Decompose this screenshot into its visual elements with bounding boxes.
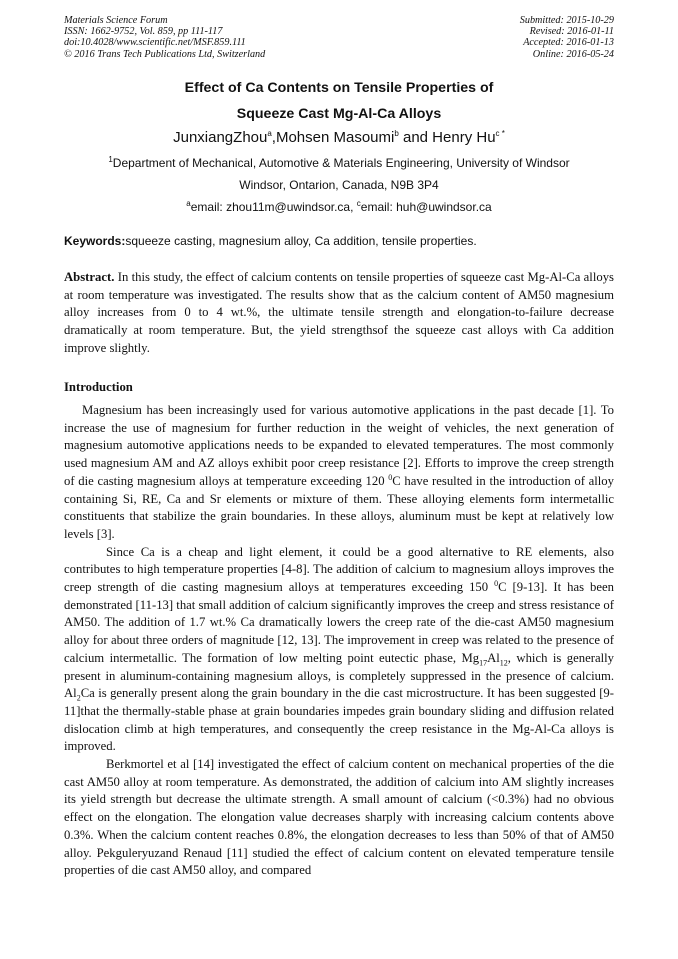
author-hu: and Henry Hu [402, 129, 496, 146]
affiliation-line1 [0, 156, 678, 170]
email-line [0, 200, 678, 214]
affiliation-text: Department of Mechanical, Automotive & Materials Engineering, University of Windsor [112, 156, 570, 170]
section-heading-introduction: Introduction [64, 380, 133, 394]
intro-paragraph-2: Since Ca is a cheap and light element, it could be a good alternative to RE elements, also contributes to high temperature properties [4-8]. The addition of calcium to magnesium alloys improves the creep strength of die casting magnesium alloys at temperatures exceeding 150 $^0$C [9-13]. It has been demonstrated [11-13] that small addition of calcium significantly improves the creep and stress resistance of AM50. The addition of 1.7 wt.% Ca dramatically lowers the creep rate of the die-cast AM50 magnesium alloy for about three orders of magnitude [12, 13]. The improvement in creep was related to the presence of calcium intermetallic. The formation of low melting point eutectic phase, $Mg_{17}Al_{12}$, which is generally present in aluminum-containing magnesium alloys, is completely suppressed in the presence of calcium. $Al_2Ca$ is generally present along the grain boundary in the die cast microstructure. It has been suggested [9-11]that the thermally-stable phase at grain boundaries impedes grain boundary sliding and diffusion related dislocation climb at high temperatures, and consequently the creep resistance in the Mg-Al-Ca alloys is improved. [64, 544, 615, 754]
publication-dates [520, 15, 614, 60]
journal-copyright: © 2016 Trans Tech Publications Ltd, Switzerland [64, 48, 266, 60]
abstract-text: In this study, the effect of calcium contents on tensile properties of squeeze cast Mg-Al-Ca alloys at room temperature was investigated. The results show that as the calcium content of AM50 magnesium alloy increases from 0 to 4 wt.%, the ultimate tensile strength and elongation-to-failure decrease dramatically at room temperature. But, the yield strengthsof the squeeze cast alloys with Ca addition improve slightly. [64, 270, 614, 355]
date-submitted: Submitted: 2015-10-29 [519, 15, 614, 26]
email-a: email: zhou11m@uwindsor.ca, [190, 200, 357, 214]
journal-doi: doi:10.4028/www.scientific.net/MSF.859.111 [64, 37, 246, 49]
paper-title-line1: Effect of Ca Contents on Tensile Properties of [184, 80, 494, 96]
author-masoumi: ,Mohsen Masoumi [271, 129, 395, 146]
abstract [64, 269, 614, 358]
email-c: email: huh@uwindsor.ca [360, 200, 492, 214]
date-accepted: Accepted: 2016-01-13 [523, 37, 614, 49]
author-list [0, 129, 678, 146]
email-a-sup: a [186, 199, 191, 208]
journal-info [64, 15, 265, 60]
author-hu-sup: c * [495, 129, 505, 138]
date-online: Online: 2016-05-24 [532, 48, 614, 60]
paper-title-line2: Squeeze Cast Mg-Al-Ca Alloys [236, 106, 442, 122]
intro-paragraph-1: Magnesium has been increasingly used for various automotive applications in the past decade [1]. To increase the use of magnesium for further reduction in the weight of vehicles, the next generation of magnesium automotive applications needs to be expanded to elevated temperatures. The most commonly used magnesium AM and AZ alloys exhibit poor creep resistance [2]. Efforts to improve the creep strength of die casting magnesium alloys at temperature exceeding 120 $^0$C have resulted in the introduction of alloy containing Si, RE, Ca and Sr elements or mixture of them. These alloying elements form intermetallic constituents that stabilize the grain boundaries. In these alloys, aluminum must be kept at relatively low levels [3]. [64, 403, 614, 541]
affiliation-line2: Windsor, Ontarion, Canada, N9B 3P4 [239, 178, 439, 192]
introduction-body [64, 402, 614, 880]
author-masoumi-sup: b [394, 129, 399, 138]
author-zhou: JunxiangZhou [173, 129, 268, 146]
keywords-text: squeeze casting, magnesium alloy, Ca addition, tensile properties. [125, 234, 477, 248]
abstract-label: Abstract. [64, 270, 115, 284]
intro-paragraph-3: Berkmortel et al [14] investigated the effect of calcium content on mechanical properties of the die cast AM50 alloy at room temperature. As demonstrated, the addition of calcium into AM slightly increases its yield strength but decrease the ultimate strength. A small amount of calcium (<0.3%) had no obvious effect on the elongation. The elongation value decreases sharply with increasing calcium contents above 0.3%. When the calcium content reaches 0.8%, the elongation decreases to less than 50% of that of AM50 alloy. Pekguleryuzand Renaud [11] studied the effect of calcium content on elevated temperature tensile properties of die cast AM50 alloy, and compared [64, 757, 614, 878]
keywords [64, 234, 477, 248]
date-revised: Revised: 2016-01-11 [529, 26, 614, 38]
email-c-sup: c [356, 199, 361, 208]
author-zhou-sup: a [267, 129, 272, 138]
journal-issn: ISSN: 1662-9752, Vol. 859, pp 111-117 [64, 26, 223, 38]
journal-name: Materials Science Forum [64, 15, 168, 26]
keywords-label: Keywords: [64, 234, 126, 248]
affiliation-sup: 1 [108, 155, 113, 164]
